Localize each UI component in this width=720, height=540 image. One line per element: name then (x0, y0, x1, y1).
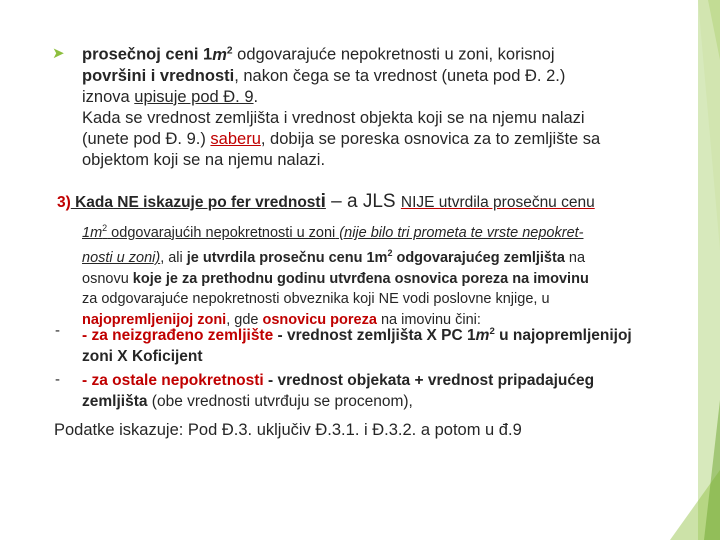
plain-text: na (564, 250, 586, 267)
heading-large-letter: i (320, 191, 326, 212)
plain-text: na imovinu čini: (376, 311, 481, 328)
para-line-2 (82, 243, 657, 268)
list-item-unbuilt-land (82, 322, 657, 367)
bullet-1-line-3 (82, 87, 652, 108)
bullet-1-line-5 (82, 129, 652, 150)
italic-underlined-text: (nije bilo tri prometa te vrste nepokret- (335, 224, 584, 241)
para-line-1 (82, 218, 657, 243)
item-1-line-2 (82, 347, 657, 368)
para-line-4: za odgovarajuće nepokretnosti obveznika koji NE vodi poslovne knjige, u (82, 291, 550, 308)
red-bold-text: osnovicu poreza (262, 311, 377, 328)
bold-text: je utvrdila prosečnu cenu 1m (186, 250, 388, 267)
plain-text: odgovarajuće nepokretnosti u zoni, korisnoj (232, 45, 555, 64)
heading-dash-text: – a JLS (325, 191, 401, 212)
bold-text: koje je za prethodnu godinu utvrđena osnovica poreza na imovinu (132, 270, 589, 287)
section-3-heading (57, 191, 595, 213)
list-item-other-property (82, 371, 657, 412)
bullet-1-line-2 (82, 66, 652, 87)
item-2-line-1 (82, 371, 657, 392)
bold-text: - vrednost zemljišta X PC 1 (273, 327, 476, 345)
bold-text: prosečnoj ceni 1 (82, 45, 213, 64)
superscript: 2 (387, 248, 393, 259)
footer-instruction: Podatke iskazuje: Pod Đ.3. uključiv Đ.3.1. i Đ.3.2. a potom u đ.9 (54, 421, 522, 439)
section-3-paragraph (82, 218, 657, 330)
italic-unit: 1m (82, 224, 103, 241)
plain-text: , dobija se poreska osnovica za to zemljište sa (260, 129, 601, 148)
plain-text: (obe vrednosti utvrđuju se procenom), (147, 392, 413, 410)
bold-text: površini i vrednosti (82, 66, 235, 85)
bold-text: zemljišta (82, 392, 148, 410)
plain-text: , nakon čega se ta vrednost (uneta pod Đ. 2.) (234, 66, 566, 85)
bold-text: - vrednost objekata + vrednost pripadajućeg (263, 372, 595, 389)
section-number: 3) (57, 194, 71, 211)
underlined-text: upisuje pod Đ. 9 (134, 87, 254, 106)
italic-underlined-text: nosti u zoni) (82, 250, 161, 267)
arrow-bullet-icon: ➤ (52, 45, 65, 62)
list-dash-2: - (55, 371, 60, 388)
red-bold-text: najopremljenijoj zoni (82, 311, 227, 328)
red-bold-text: - (82, 372, 92, 389)
item-1-line-1 (82, 322, 657, 347)
superscript: 2 (489, 326, 495, 337)
plain-text: . (253, 87, 259, 106)
heading-bold-text: Kada NE iskazuje po fer vrednost (70, 194, 321, 211)
red-bold-text: - (82, 327, 92, 345)
bullet-1-line-6: objektom koji se na njemu nalazi. (82, 150, 326, 169)
plain-text: , gde (226, 311, 263, 328)
underlined-text: odgovarajućih nepokretnosti u zoni (107, 224, 336, 241)
bold-text: zoni X Koficijent (82, 347, 203, 365)
bold-text: u najopremljenijoj (494, 327, 632, 345)
bullet-1-text (82, 40, 652, 171)
heading-red-underlined: NIJE utvrdila prosečnu cenu (400, 194, 595, 211)
plain-text: osnovu (82, 270, 133, 287)
superscript: 2 (102, 223, 108, 233)
red-bold-text: za ostale nepokretnosti (91, 372, 264, 389)
item-2-line-2 (82, 392, 657, 413)
red-bold-text: za neizgrađeno zemljište (91, 327, 274, 345)
bullet-point-1 (52, 40, 652, 171)
red-underlined-text: saberu (210, 129, 261, 148)
bold-text: odgovarajućeg zemljišta (392, 250, 565, 267)
bullet-1-line-4: Kada se vrednost zemljišta i vrednost objekta koji se na njemu nalazi (82, 108, 585, 127)
bullet-1-line-1 (82, 40, 652, 66)
plain-text: (unete pod Đ. 9.) (82, 129, 211, 148)
list-dash-1: - (55, 322, 60, 339)
plain-text: , ali (160, 250, 187, 267)
italic-unit: m (475, 327, 490, 345)
plain-text: iznova (82, 87, 135, 106)
superscript: 2 (226, 45, 233, 56)
italic-unit: m (212, 45, 227, 64)
para-line-3 (82, 269, 657, 290)
